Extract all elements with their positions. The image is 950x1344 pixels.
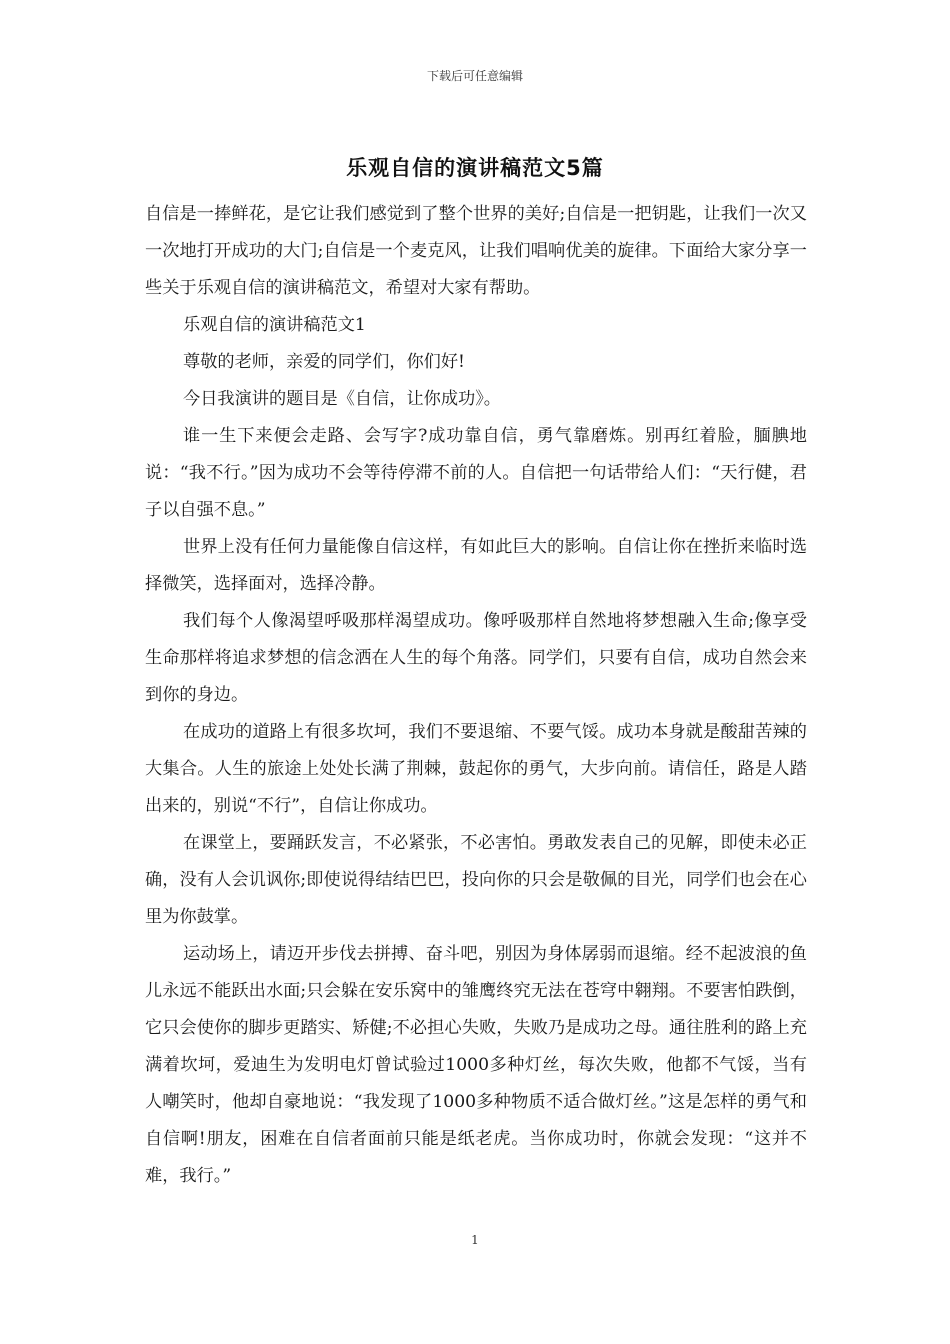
paragraph-topic: 今日我演讲的题目是《自信，让你成功》。: [183, 389, 501, 409]
paragraph: 谁一生下来便会走路、会写字?成功靠自信，勇气靠磨炼。别再红着脸，腼腆地说：“我不行。”因为成功不会等待停滞不前的人。自信把一句话带给人们：“天行健，君子以自强不息。”: [145, 426, 807, 520]
paragraph: 我们每个人像渴望呼吸那样渴望成功。像呼吸那样自然地将梦想融入生命;像享受生命那样将追求梦想的信念洒在人生的每个角落。同学们，只要有自信，成功自然会来到你的身边。: [145, 611, 807, 705]
paragraph-intro: 自信是一捧鲜花，是它让我们感觉到了整个世界的美好;自信是一把钥匙，让我们一次又一次地打开成功的大门;自信是一个麦克风，让我们唱响优美的旋律。下面给大家分享一些关于乐观自信的演讲稿范文，希望对大家有帮助。: [145, 204, 807, 298]
paragraph: 运动场上，请迈开步伐去拼搏、奋斗吧，别因为身体孱弱而退缩。经不起波浪的鱼儿永远不能跃出水面;只会躲在安乐窝中的雏鹰终究无法在苍穹中翱翔。不要害怕跌倒，它只会使你的脚步更踏实、矫健;不必担心失败，失败乃是成功之母。通往胜利的路上充满着坎坷，爱迪生为发明电灯曾试验过1000多种灯丝，每次失败，他都不气馁，当有人嘲笑时，他却自豪地说：“我发现了1000多种物质不适合做灯丝。”这是怎样的勇气和自信啊!朋友，困难在自信者面前只能是纸老虎。当你成功时，你就会发现：“这并不难，我行。”: [145, 944, 807, 1186]
paragraph-greeting: 尊敬的老师，亲爱的同学们，你们好!: [183, 352, 465, 372]
paragraph-subheading: 乐观自信的演讲稿范文1: [183, 315, 366, 335]
header-note: 下载后可任意编辑: [426, 69, 523, 83]
paragraph: 在课堂上，要踊跃发言，不必紧张，不必害怕。勇敢发表自己的见解，即使未必正确，没有人会讥讽你;即使说得结结巴巴，投向你的只会是敬佩的目光，同学们也会在心里为你鼓掌。: [145, 833, 807, 927]
document-body: [145, 196, 807, 1195]
paragraph: 世界上没有任何力量能像自信这样，有如此巨大的影响。自信让你在挫折来临时选择微笑，选择面对，选择冷静。: [145, 537, 807, 594]
page-title: 乐观自信的演讲稿范文5篇: [346, 156, 604, 180]
paragraph: 在成功的道路上有很多坎坷，我们不要退缩、不要气馁。成功本身就是酸甜苦辣的大集合。人生的旅途上处处长满了荆棘，鼓起你的勇气，大步向前。请信任，路是人踏出来的，别说“不行”，自信让你成功。: [145, 722, 807, 816]
page-number: 1: [471, 1233, 479, 1247]
